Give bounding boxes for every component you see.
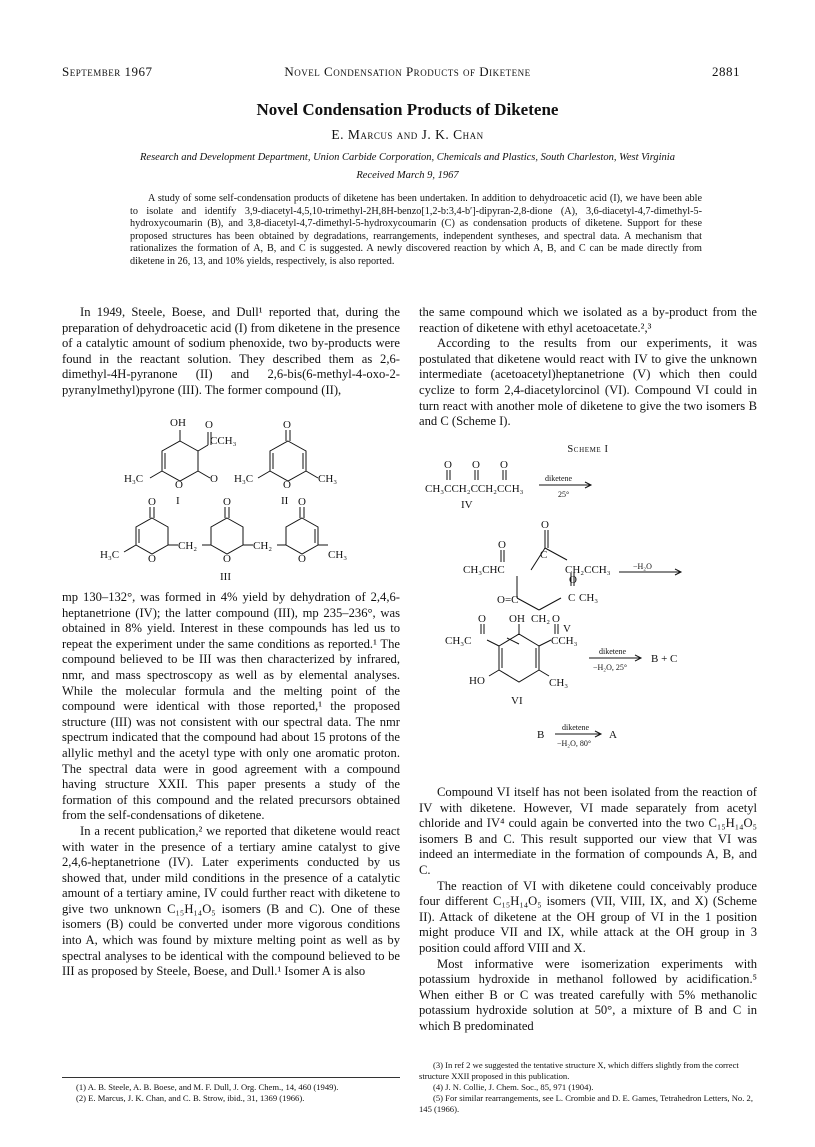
article-affiliation: Research and Development Department, Union Carbide Corporation, Chemicals and Plastics, South Charleston, West Virginia xyxy=(140,152,675,163)
arrow-condition: −H₂O, 80° xyxy=(557,739,592,748)
label-vi: VI xyxy=(511,695,523,707)
o-label: O xyxy=(283,419,291,431)
footnote: (1) A. B. Steele, A. B. Boese, and M. F. Dull, J. Org. Chem., 14, 460 (1949). xyxy=(76,1082,339,1092)
paragraph: The reaction of VI with diketene could conceivably produce four different C₁₅H₁₄O₅ isomers (VII, VIII, IX, and X) (Scheme II). Attack of diketene at the OH group of VI in the 1 position might produce VII and IX, while attack at the OH group in 3 position could afford VIII and X. xyxy=(419,878,757,955)
ring-structure-i xyxy=(162,441,198,481)
o-label: O xyxy=(569,574,577,586)
paragraph: Compound VI itself has not been isolated from the reaction of IV with diketene. However, VI made separately from acetyl chloride and IV⁴ could again be converted into the two C₁₅H₁₄O₅ isomers B and C. This result supported our view that VI was indeed an intermediate in the formation of compounds A, B, and C. xyxy=(419,785,757,877)
footnote: (2) E. Marcus, J. K. Chan, and C. B. Strow, ibid., 31, 1369 (1966). xyxy=(76,1093,305,1103)
product-b-c: B + C xyxy=(651,653,678,665)
paragraph: In 1949, Steele, Boese, and Dull¹ reported that, during the preparation of dehydroacetic acid (I) from diketene in the presence of a catalytic amount of sodium phenoxide, two by-products were found in the reactant solution. They described them as 2,6-dimethyl-4H-pyranone (II) and 2,6-bis(6-methyl-4-oxo-2-pyranylmethyl)pyrone (III). The former compound (II), xyxy=(62,305,400,397)
vi-left-group: CH₃C xyxy=(445,635,472,647)
right-column-body xyxy=(419,785,757,1035)
arrow-condition: 25° xyxy=(558,490,570,499)
footnote: (4) J. N. Collie, J. Chem. Soc., 85, 971 (1904). xyxy=(433,1082,594,1092)
o-label: O xyxy=(478,613,486,625)
running-header-date: September 1967 xyxy=(62,64,153,79)
acetyl-label: CCH₃ xyxy=(210,435,237,447)
ring-structure-ii xyxy=(270,441,306,481)
footnote: (5) For similar rearrangements, see L. Crombie and D. E. Games, Tetrahedron Letters, No. 2, 145 (1966). xyxy=(419,1093,753,1114)
structures-i-ii-iii xyxy=(62,408,400,588)
footnote: (3) In ref 2 we suggested the tentative structure X, which differs slightly from the correct structure XXII proposed in this publication. xyxy=(419,1060,739,1081)
v-o-eq: O=C xyxy=(497,594,519,606)
o-ring-label: O xyxy=(148,553,156,565)
abstract: A study of some self-condensation products of diketene has been undertaken. In addition to dehydroacetic acid (I), we have been able to isolate and identify 3,9-diacetyl-4,5,10-trimethyl-2H,8H-benzo[1,2-b:3,4-b′]-dipyran-2,8-dione (A), 3,6-diacetyl-4,7-dimethyl-5-hydroxycoumarin (B), and 3,8-diacetyl-4,7-dimethyl-5-hydroxycoumarin (C) as condensation products of diketene. Support for these proposed structures has been obtained by degradations, rearrangements, independent syntheses, and spectral data. A mechanism that rationalizes the formation of A, B, and C is suggested. A newly discovered reaction by which A, B, and C can be made directly from diketene in 26, 13, and 10% yields, respectively, is also reported. xyxy=(130,193,702,267)
ring-structure-vi xyxy=(499,634,539,682)
scheme-i-diagram xyxy=(419,458,757,758)
o-label: O xyxy=(444,459,452,471)
o-label: O xyxy=(552,613,560,625)
ring-structure-iii-right xyxy=(286,518,318,554)
footnotes-left xyxy=(62,1082,400,1104)
paragraph: the same compound which we isolated as a by-product from the reaction of diketene with ethyl acetoacetate.²,³ xyxy=(419,305,757,335)
v-c: C xyxy=(568,592,576,604)
v-right-group: CH₂CCH₃ xyxy=(565,564,611,576)
v-c: C xyxy=(540,549,548,561)
o-label: O xyxy=(472,459,480,471)
ch3-label: CH₃ xyxy=(318,473,338,485)
label-iv: IV xyxy=(461,499,473,511)
scheme-title: Scheme I xyxy=(567,444,609,455)
o-label: O xyxy=(148,496,156,508)
o-label: O xyxy=(541,519,549,531)
article-title: Novel Condensation Products of Diketene xyxy=(256,100,559,119)
paragraph: In a recent publication,² we reported that diketene would react with water in the presence of a tertiary amine catalyst to give 2,4,6-heptanetrione (IV). Later experiments conducted by us showed that, under mild conditions in the presence of a catalytic amount of a tertiary amine, IV could further react with diketene to give two unknown C₁₅H₁₄O₅ isomers (B and C). One of these isomers (B) could be converted under more vigorous conditions into A, which was found by mixture melting point as well as by spectral analyses to be identical with the compound believed to be III as proposed by Steele, Boese, and Dull.¹ Isomer A is also xyxy=(62,823,400,979)
paragraph: Most informative were isomerization experiments with potassium hydroxide in methanol followed by acidification.⁵ When either B or C was treated carefully with 5% methanolic potassium hydroxide solution at 50°, a mixture of B and C in which B predominated xyxy=(419,956,757,1033)
ch2-label: CH₂ xyxy=(253,540,273,552)
left-column-body xyxy=(62,590,400,980)
label-iii: III xyxy=(220,571,231,583)
vi-right-group: CCH₃ xyxy=(551,635,578,647)
compound-b: B xyxy=(537,729,545,741)
label-i: I xyxy=(176,495,180,507)
ch2-label: CH₂ xyxy=(178,540,198,552)
h3c-label: H₃C xyxy=(100,549,120,561)
label-v: V xyxy=(563,623,571,635)
vi-ho: HO xyxy=(469,675,485,687)
ch3-label: CH₃ xyxy=(579,592,599,604)
arrow-reagent: diketene xyxy=(545,474,573,483)
o-lactone-label: O xyxy=(210,473,218,485)
h3c-label: H₃C xyxy=(124,473,144,485)
arrow-reagent: diketene xyxy=(599,647,627,656)
footnote-rule xyxy=(62,1077,400,1078)
o-label: O xyxy=(205,419,213,431)
paragraph: According to the results from our experiments, it was postulated that diketene would react with IV to give the unknown intermediate (acetoacetyl)heptanetrione (V) which then could cyclize to form 2,4-diacetylorcinol (VI). Compound VI could in turn react with another mole of diketene to give the two isomers B and C (Scheme I). xyxy=(419,336,757,429)
o-ring-label: O xyxy=(283,479,291,491)
h3c-label: H₃C xyxy=(234,473,254,485)
running-header-title: Novel Condensation Products of Diketene xyxy=(284,64,531,79)
page-number: 2881 xyxy=(712,64,740,79)
ring-structure-iii-left xyxy=(136,518,168,554)
arrow-condition: −H₂O xyxy=(633,562,652,571)
o-label: O xyxy=(223,496,231,508)
ch3-label: CH₃ xyxy=(549,677,569,689)
iv-formula: CH₃CCH₂CCH₂CCH₃ xyxy=(425,483,524,495)
paragraph: mp 130–132°, was formed in 4% yield by dehydration of 2,4,6-heptanetrione (IV); the latter compound (III), mp 235–236°, was obtained in 8% yield. Interest in these compounds has led us to repeat the experiment under the same conditions as reported.¹ The compound believed to be III was then characterized by infrared, nmr, and mass spectroscopy as well as by elemental analyses. While the molecular formula and the melting point of the compound were identical with those reported,¹ the proposed structure (III) was not consistent with our spectral data. The nmr spectrum indicated that the compound had about 15 protons of the allylic methyl and the acetyl type with only one aromatic proton. The spectral data were in good agreement with a compound having structure XXII. This paper presents a study of the formation of this compound and the related precursors obtained from the self-condensations of diketene. xyxy=(62,590,400,823)
ch2-label: CH₂ xyxy=(531,613,551,625)
right-column-top xyxy=(419,305,757,430)
ch3-label: CH₃ xyxy=(328,549,348,561)
o-ring-label: O xyxy=(175,479,183,491)
left-column-top xyxy=(62,305,400,399)
footnotes-right xyxy=(419,1060,757,1115)
compound-a: A xyxy=(609,729,617,741)
label-ii: II xyxy=(281,495,289,507)
oh-label: OH xyxy=(509,613,525,625)
arrow-condition: −H₂O, 25° xyxy=(593,663,628,672)
oh-label: OH xyxy=(170,417,186,429)
article-authors: E. Marcus and J. K. Chan xyxy=(331,127,484,142)
received-date: Received March 9, 1967 xyxy=(356,170,459,181)
o-ring-label: O xyxy=(298,553,306,565)
v-left-group: CH₃CHC xyxy=(463,564,505,576)
o-ring-label: O xyxy=(223,553,231,565)
o-label: O xyxy=(298,496,306,508)
arrow-reagent: diketene xyxy=(562,723,590,732)
ring-structure-iii-middle xyxy=(211,518,243,554)
o-label: O xyxy=(500,459,508,471)
o-label: O xyxy=(498,539,506,551)
